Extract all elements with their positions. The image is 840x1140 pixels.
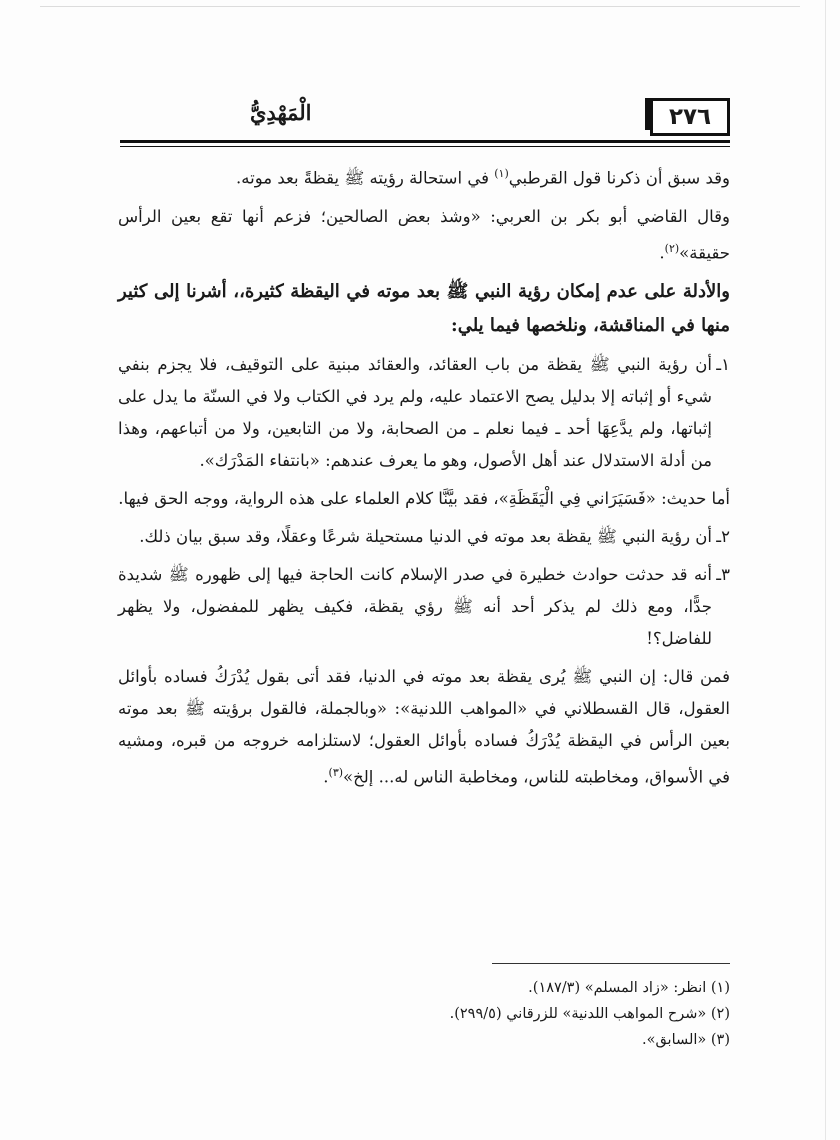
paragraph-qastallani: فمن قال: إن النبي ﷺ يُرى يقظة بعد موته في الدنيا، فقد أتى بقول يُدْرَكُ فساده بأوائل العقول، قال القسطلاني في «المواهب اللدنية»: «وبالجملة، فالقول برؤيته ﷺ بعد موته بعين الرأس في اليقظة يُدْرَكُ فساده بأوائل العقول؛ لاستلزامه خروجه من قبره، ومشيه في الأسواق، ومخاطبته للناس، ومخاطبة الناس له... إلخ»$^{(٣)}$.	[118, 667, 730, 787]
list-item-2	[118, 521, 730, 553]
list-item-text: أنه قد حدثت حوادث خطيرة في صدر الإسلام كانت الحاجة فيها إلى ظهوره ﷺ شديدة جدًّا، ومع ذلك لم يذكر أحد أنه ﷺ رؤي يقظة، فكيف يظهر للمفضول، ولا يظهر للفاضل؟!	[118, 565, 712, 648]
header-rule-thick	[120, 140, 730, 143]
footnote-2: (٢) «شرح المواهب اللدنية» للزرقاني (٢٩٩/٥).	[449, 1006, 730, 1022]
paragraph-ibn-arabi: وقال القاضي أبو بكر بن العربي: «وشذ بعض الصالحين؛ فزعم أنها تقع بعين الرأس حقيقة»$^{(٢)}$.	[118, 206, 730, 262]
footnote-3: (٣) «السابق».	[641, 1032, 730, 1048]
scan-edge-top	[40, 6, 800, 7]
page-number: ٢٧٦	[668, 104, 712, 130]
footnote-1: (١) انظر: «زاد المسلم» (١٨٧/٣).	[528, 980, 730, 996]
main-text	[118, 158, 730, 800]
footnote-ref-1: (١)	[494, 167, 509, 180]
list-item-number: ١ـ	[716, 355, 730, 374]
page-number-box	[650, 98, 730, 136]
list-item-number: ٣ـ	[716, 565, 730, 584]
page-header	[120, 96, 730, 148]
running-title: الْمَهْدِيُّ	[250, 100, 312, 125]
footnotes	[118, 975, 730, 1053]
list-item-number: ٢ـ	[716, 527, 730, 546]
scan-edge-right	[825, 0, 826, 1140]
footnote-separator	[492, 963, 730, 964]
footnote-ref-2: (٢)	[664, 241, 680, 255]
list-item-3	[118, 559, 730, 655]
list-item-text: أن رؤية النبي ﷺ يقظة بعد موته في الدنيا مستحيلة شرعًا وعقلًا، وقد سبق بيان ذلك.	[139, 527, 712, 546]
footnote-ref-3: (٣)	[328, 766, 344, 779]
list-item-1	[118, 349, 730, 477]
paragraph-qurtubi: وقد سبق أن ذكرنا قول القرطبي$^{(١)}$ في استحالة رؤيته ﷺ يقظةً بعد موته.	[236, 167, 730, 188]
list-item-text: أن رؤية النبي ﷺ يقظة من باب العقائد، والعقائد مبنية على التوقيف، فلا يجزم بنفي شيء أو إثباته إلا بدليل يصح الاعتماد عليه، ولم يرد في الكتاب ولا في السنّة ما يدل على إثباتها، ولم يدَّعِهَا أحد ـ فيما نعلم ـ من الصحابة، ولا من التابعين، ولا من أتباعهم، وهذا من أدلة الاستدلال عند أهل الأصول، وهو ما يعرف عندهم: «بانتفاء المَدْرَك».	[118, 355, 712, 470]
section-heading: والأدلة على عدم إمكان رؤية النبي ﷺ بعد موته في اليقظة كثيرة،، أشرنا إلى كثير منها في المناقشة، ونلخصها فيما يلي:	[118, 281, 730, 336]
paragraph-hadith: أما حديث: «فَسَيَرَاني فِي الْيَقَظَةِ»، فقد بيَّنَّا كلام العلماء على هذه الرواية، ووجه الحق فيها.	[118, 489, 730, 508]
header-rule-thin	[120, 146, 730, 147]
